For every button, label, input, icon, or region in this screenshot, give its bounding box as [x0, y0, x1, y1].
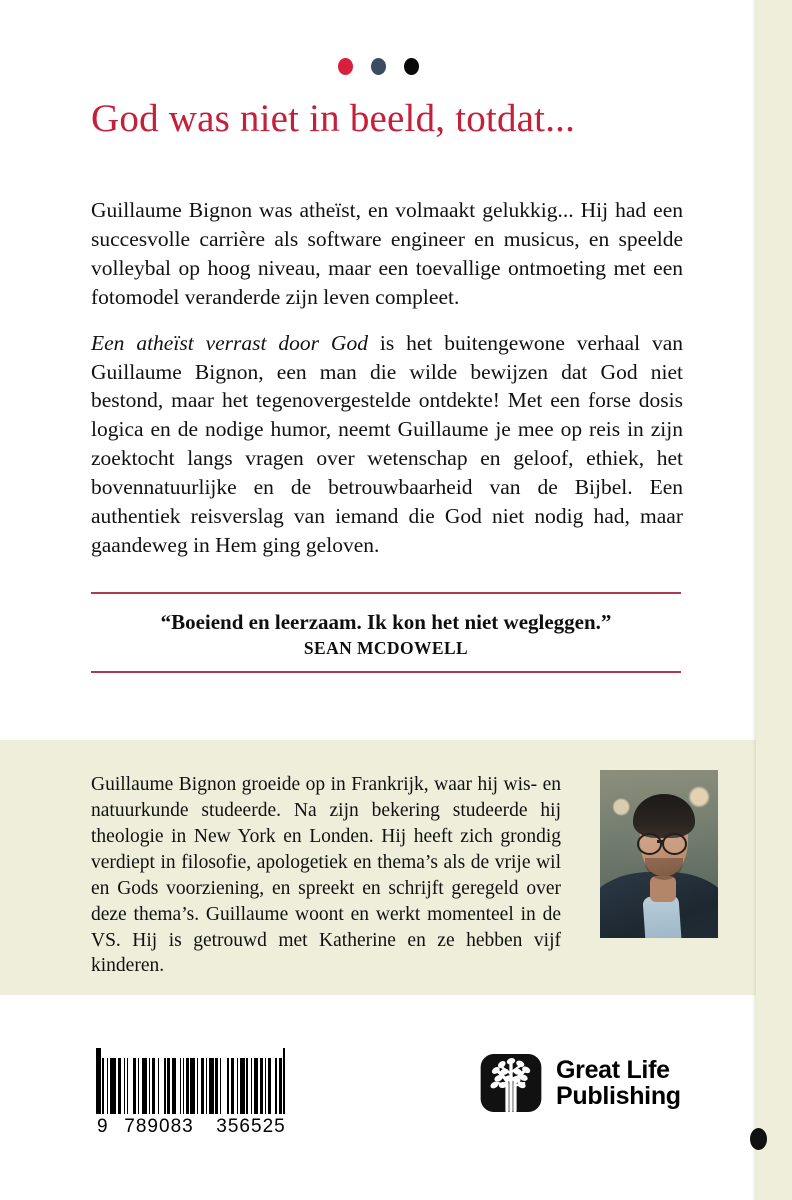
endorsement-rule-bottom — [91, 671, 681, 673]
publisher-name-line-1: Great Life — [556, 1056, 670, 1084]
blurb-paragraph-2 — [91, 329, 683, 560]
isbn-barcode — [96, 1048, 290, 1138]
ornament-dot-blue-icon — [371, 58, 386, 75]
portrait-glasses-bridge — [657, 840, 664, 843]
spine-dot-icon — [750, 1128, 767, 1150]
ornament-dot-black-icon — [404, 58, 419, 75]
barcode-digits — [96, 1116, 290, 1138]
author-portrait-photo — [600, 770, 718, 938]
tree-icon — [478, 1050, 544, 1116]
blurb — [91, 196, 683, 560]
publisher-name — [556, 1057, 681, 1109]
barcode-digit-group-3: 356525 — [216, 1116, 286, 1137]
barcode-bars — [96, 1048, 290, 1114]
headline: God was niet in beeld, totdat... — [91, 97, 576, 140]
publisher-name-line-2: Publishing — [556, 1082, 681, 1110]
blurb-paragraph-1: Guillaume Bignon was atheïst, en volmaakt gelukkig... Hij had een succesvolle carrière als software engineer en musicus, en speelde volleybal op hoog niveau, maar een toevallige ontmoeting met een fotomodel veranderde zijn leven compleet. — [91, 198, 683, 309]
endorsement-inner — [91, 594, 681, 671]
endorsement-quote: “Boeiend en leerzaam. Ik kon het niet wegleggen.” — [160, 610, 612, 634]
ornament-dot-red-icon — [338, 58, 353, 75]
barcode-digit-group-1: 9 — [97, 1116, 109, 1137]
barcode-digit-group-2: 789083 — [124, 1116, 194, 1137]
author-bio: Guillaume Bignon groeide op in Frankrijk, waar hij wis- en natuurkunde studeerde. Na zijn bekering studeerde hij theologie in New York en Londen. Hij heeft zich grondig verdiept in filosofie, apologetiek en thema’s als de vrije wil en Gods voorziening, en spreekt en schrijft geregeld over deze thema’s. Guillaume woont en werkt momenteel in de VS. Hij is getrouwd met Katherine en ze hebben vijf kinderen. — [91, 774, 561, 977]
endorsement-block — [91, 592, 681, 673]
edge-strip — [756, 0, 792, 1200]
book-title-italic: Een atheïst verrast door God — [91, 330, 368, 355]
publisher-logo — [478, 1050, 681, 1116]
blurb-paragraph-2-rest: is het buitengewone verhaal van Guillaume Bignon, een man die wilde bewijzen dat God niet bestond, maar het tegenovergestelde ontdekte! Met een forse dosis logica en de nodige humor, neemt Guillaume je mee op reis in zijn zoektocht langs vragen over wetenschap en geloof, ethiek, het bovennatuurlijke en de betrouwbaarheid van de Bijbel. Een authentiek reisverslag van iemand die God niet nodig had, maar gaandeweg in Hem ging geloven. — [91, 330, 684, 557]
portrait-glasses-right-icon — [662, 833, 687, 855]
portrait-glasses-left-icon — [637, 833, 662, 855]
ornament-dots — [0, 58, 756, 75]
endorsement-author: SEAN MCDOWELL — [303, 638, 469, 659]
